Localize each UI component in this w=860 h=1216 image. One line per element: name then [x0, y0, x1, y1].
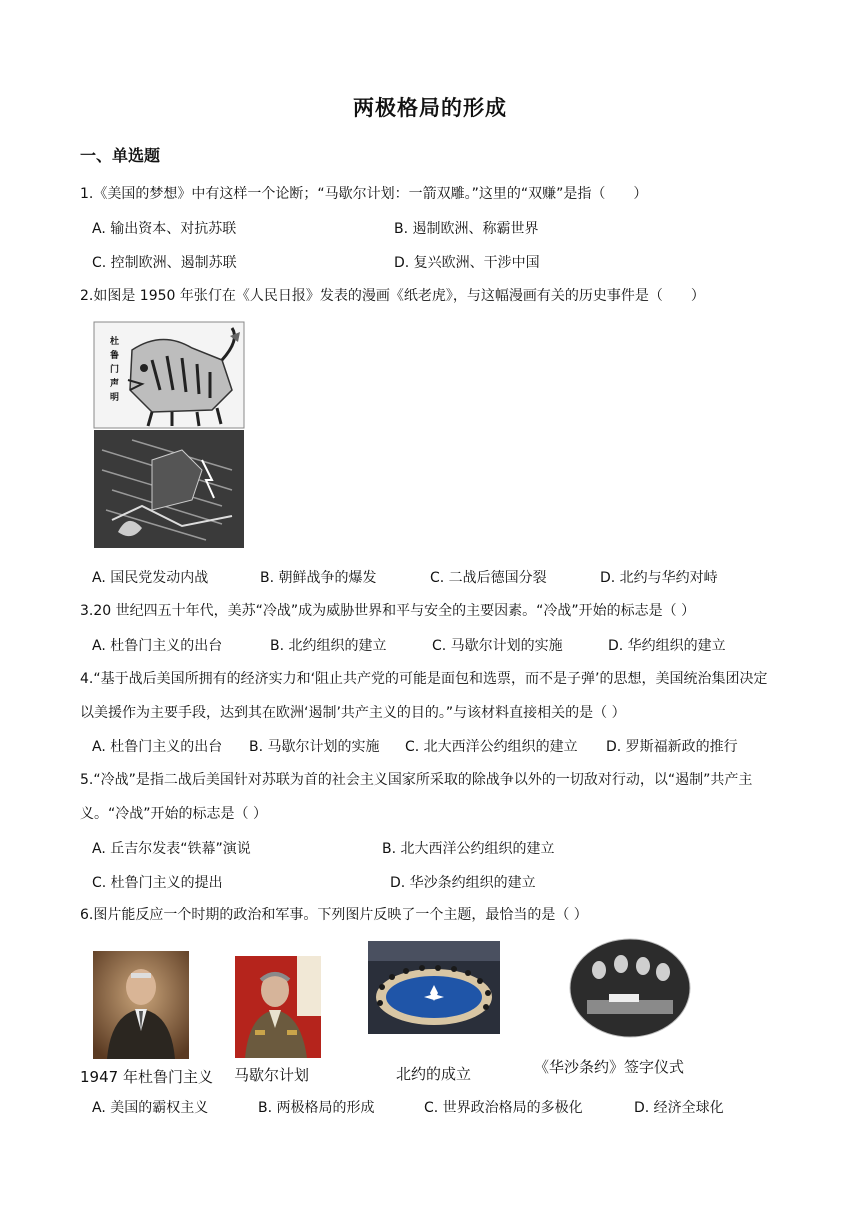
question-6-option-b: B. 两极格局的形成	[258, 1100, 375, 1116]
question-2-option-b: B. 朝鲜战争的爆发	[260, 570, 377, 586]
question-6-option-d: D. 经济全球化	[634, 1100, 724, 1116]
paper-tiger-cartoon	[92, 320, 252, 554]
question-6-option-a: A. 美国的霸权主义	[92, 1100, 209, 1116]
warsaw-pact-signing-photo	[569, 938, 691, 1038]
question-4-option-d: D. 罗斯福新政的推行	[606, 739, 738, 755]
cartoon-label-3: 门	[110, 365, 120, 375]
question-3-option-c: C. 马歇尔计划的实施	[432, 638, 563, 654]
question-3-stem: 3.20 世纪四五十年代，美苏“冷战”成为威胁世界和平与安全的主要因素。“冷战”开始的标志是（ ）	[80, 603, 696, 619]
question-3-option-a: A. 杜鲁门主义的出台	[92, 638, 223, 654]
question-4-option-c: C. 北大西洋公约组织的建立	[405, 739, 578, 755]
question-5-option-d: D. 华沙条约组织的建立	[390, 875, 536, 891]
question-6-stem: 6.图片能反应一个时期的政治和军事。下列图片反映了一个主题，最恰当的是（ ）	[80, 907, 588, 923]
question-2-option-a: A. 国民党发动内战	[92, 570, 209, 586]
question-1-option-c: C. 控制欧洲、遏制苏联	[92, 255, 237, 271]
question-4-stem: 4.“基于战后美国所拥有的经济实力和‘阻止共产党的可能是面包和选票，而不是子弹’的思想，美国统治集团决定以美援作为主要手段，达到其在欧洲‘遏制’共产主义的目的。”与该材料直接相关的是（ ）	[80, 671, 768, 721]
cartoon-label-5: 明	[110, 393, 120, 403]
question-5-stem: 5.“冷战”是指二战后美国针对苏联为首的社会主义国家所采取的除战争以外的一切敌对行动，以“遏制”共产主义。“冷战”开始的标志是（ ）	[80, 772, 753, 822]
question-5-option-a: A. 丘吉尔发表“铁幕”演说	[92, 841, 251, 857]
question-2-stem: 2.如图是 1950 年张仃在《人民日报》发表的漫画《纸老虎》，与这幅漫画有关的历史事件是（ ）	[80, 288, 705, 304]
cartoon-label-1: 杜	[110, 337, 120, 347]
question-1-option-b: B. 遏制欧洲、称霸世界	[394, 221, 539, 237]
question-4-option-b: B. 马歇尔计划的实施	[249, 739, 380, 755]
question-2-option-d: D. 北约与华约对峙	[600, 570, 718, 586]
question-2-option-c: C. 二战后德国分裂	[430, 570, 547, 586]
truman-portrait-photo	[93, 951, 189, 1059]
caption-truman-doctrine: 1947 年杜鲁门主义	[80, 1068, 213, 1086]
section-heading: 一、单选题	[80, 146, 161, 165]
question-6-option-c: C. 世界政治格局的多极化	[424, 1100, 583, 1116]
question-3-option-d: D. 华约组织的建立	[608, 638, 726, 654]
question-5-option-c: C. 杜鲁门主义的提出	[92, 875, 223, 891]
question-4-option-a: A. 杜鲁门主义的出台	[92, 739, 223, 755]
caption-warsaw-pact-signing: 《华沙条约》签字仪式	[534, 1058, 685, 1076]
question-3-option-b: B. 北约组织的建立	[270, 638, 387, 654]
cartoon-label-4: 声	[110, 379, 120, 389]
cartoon-label-2: 鲁	[110, 351, 120, 361]
marshall-portrait-photo	[235, 956, 321, 1058]
question-1-stem: 1.《美国的梦想》中有这样一个论断；“马歇尔计划：一箭双雕。”这里的“双赚”是指（ ）	[80, 186, 648, 202]
caption-marshall-plan: 马歇尔计划	[234, 1066, 310, 1084]
question-1-option-d: D. 复兴欧洲、干涉中国	[394, 255, 540, 271]
question-1-option-a: A. 输出资本、对抗苏联	[92, 221, 237, 237]
page-title: 两极格局的形成	[353, 96, 507, 120]
question-5-option-b: B. 北大西洋公约组织的建立	[382, 841, 555, 857]
nato-meeting-photo	[368, 941, 500, 1034]
caption-nato-founding: 北约的成立	[396, 1065, 472, 1083]
